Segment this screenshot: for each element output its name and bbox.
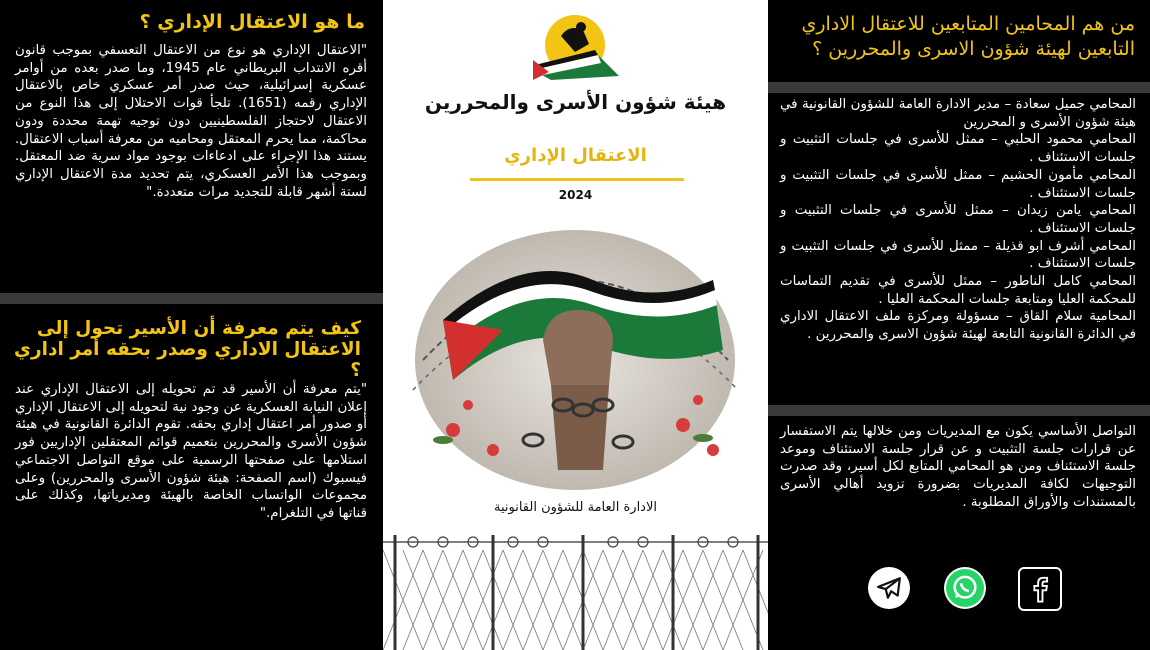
contact-paragraph: التواصل الأساسي يكون مع المديريات ومن خلالها يتم الاستفسار عن قرارات جلسة التثبيت و عن قرار جلسة الاستئناف وموعد جلسة الاستئناف ومن هو المحامي المتابع لكل أسير، وقد صدرت التوجيهات لكافة المديريات بضرورة تزويد أهالي الأسرى بالمستندات والأوراق المطلوبة . xyxy=(780,424,1136,510)
cover-title: الاعتقال الإداري xyxy=(504,145,647,166)
section-heading-what-is: ما هو الاعتقال الإداري ؟ xyxy=(139,11,365,33)
left-panel xyxy=(0,0,383,650)
cover-year: 2024 xyxy=(558,188,593,202)
cover-panel xyxy=(383,0,768,650)
whatsapp-icon[interactable] xyxy=(944,567,986,609)
lawyer-item: المحامية سلام القاق – مسؤولة ومركزة ملف الاعتقال الاداري في الدائرة القانونية التابعة لهيئة شؤون الاسرى والمحررين . xyxy=(780,309,1136,343)
facebook-icon[interactable] xyxy=(1018,567,1062,611)
fist-flag-illustration xyxy=(383,210,768,490)
lawyer-item: المحامي جميل سعادة – مدير الادارة العامة للشؤون القانونية في هيئة شؤون الأسرى و المحررين xyxy=(780,97,1136,130)
lawyer-item: المحامي أشرف ابو قذيلة – ممثل للأسرى في جلسات التثبيت و جلسات الاستئناف . xyxy=(780,238,1136,272)
lawyer-item: المحامي كامل الناطور – ممثل للأسرى في تقديم التماسات للمحكمة العليا ومتابعة جلسات المحكمة العليا . xyxy=(780,274,1136,307)
section-heading-how-known: كيف يتم معرفة أن الأسير تحول إلى الاعتقال الاداري وصدر بحقه أمر اداري ؟ xyxy=(14,318,361,381)
department-name: الادارة العامة للشؤون القانونية xyxy=(493,500,657,515)
section-divider xyxy=(768,405,1150,416)
lawyer-item: المحامي يامن زيدان – ممثل للأسرى في جلسات التثبيت و جلسات الاستئناف . xyxy=(780,203,1136,236)
section-divider xyxy=(768,82,1150,93)
definition-paragraph: "الاعتقال الإداري هو نوع من الاعتقال التعسفي بموجب قانون أقره الانتداب البريطاني عام 1945، وما صدر بعده من أوامر عسكرية إسرائيلية، حيث صدر أمر عسكري خاص بالاعتقال الإداري رقمه (1651). تلجأ قوات الاحتلال إلى هذا النوع من الاعتقال لاحتجاز الفلسطينيين دون توجيه تهمة محددة ودون محاكمة، مما يحرم المعتقل ومحاميه من معرفة أسباب الاعتقال. يستند هذا الإجراء على ادعاءات بوجود مواد سرية ضد المعتقل. وبموجب هذا الأمر العسكري، يتم تحديد مدة الاعتقال الإداري لستة أشهر قابلة للتجديد مرات متعددة." xyxy=(15,43,368,200)
title-underline xyxy=(470,178,684,181)
how-known-paragraph: "يتم معرفة أن الأسير قد تم تحويله إلى الاعتقال الإداري عند إعلان النيابة العسكرية عن وجود نية لتحويله إلى الاعتقال الإداري أو صدور أمر اعتقال إداري بحقه. تقوم الدائرة القانونية في هيئة شؤون الأسرى والمحررين بتعميم قوائم المعتقلين الإداريين فور استلامها على صفحتها الرسمية على موقع التواصل الاجتماعي فيسبوك (اسم الصفحة: هيئة شؤون الأسرى والمحررين) وعلى مجموعات الواتساب الخاصة بالهيئة ومديرياتها، وكذلك على قناتها في التلغرام." xyxy=(15,382,367,521)
lawyers-list xyxy=(780,96,1136,344)
telegram-icon[interactable] xyxy=(868,567,910,609)
lawyer-item: المحامي محمود الحلبي – ممثل للأسرى في جلسات التثبيت و جلسات الاستئناف . xyxy=(780,132,1136,166)
fence-illustration xyxy=(383,530,768,650)
section-heading-lawyers: من هم المحامين المتابعين للاعتقال الاداري التابعين لهيئة شؤون الاسرى والمحررين ؟ xyxy=(801,13,1135,60)
organization-logo xyxy=(383,0,768,90)
lawyer-item: المحامي مأمون الحشيم – ممثل للأسرى في جلسات التثبيت و جلسات الاستئناف . xyxy=(780,167,1136,201)
organization-name: هيئة شؤون الأسرى والمحررين xyxy=(424,90,727,114)
right-panel xyxy=(768,0,1150,650)
section-divider xyxy=(0,293,383,304)
